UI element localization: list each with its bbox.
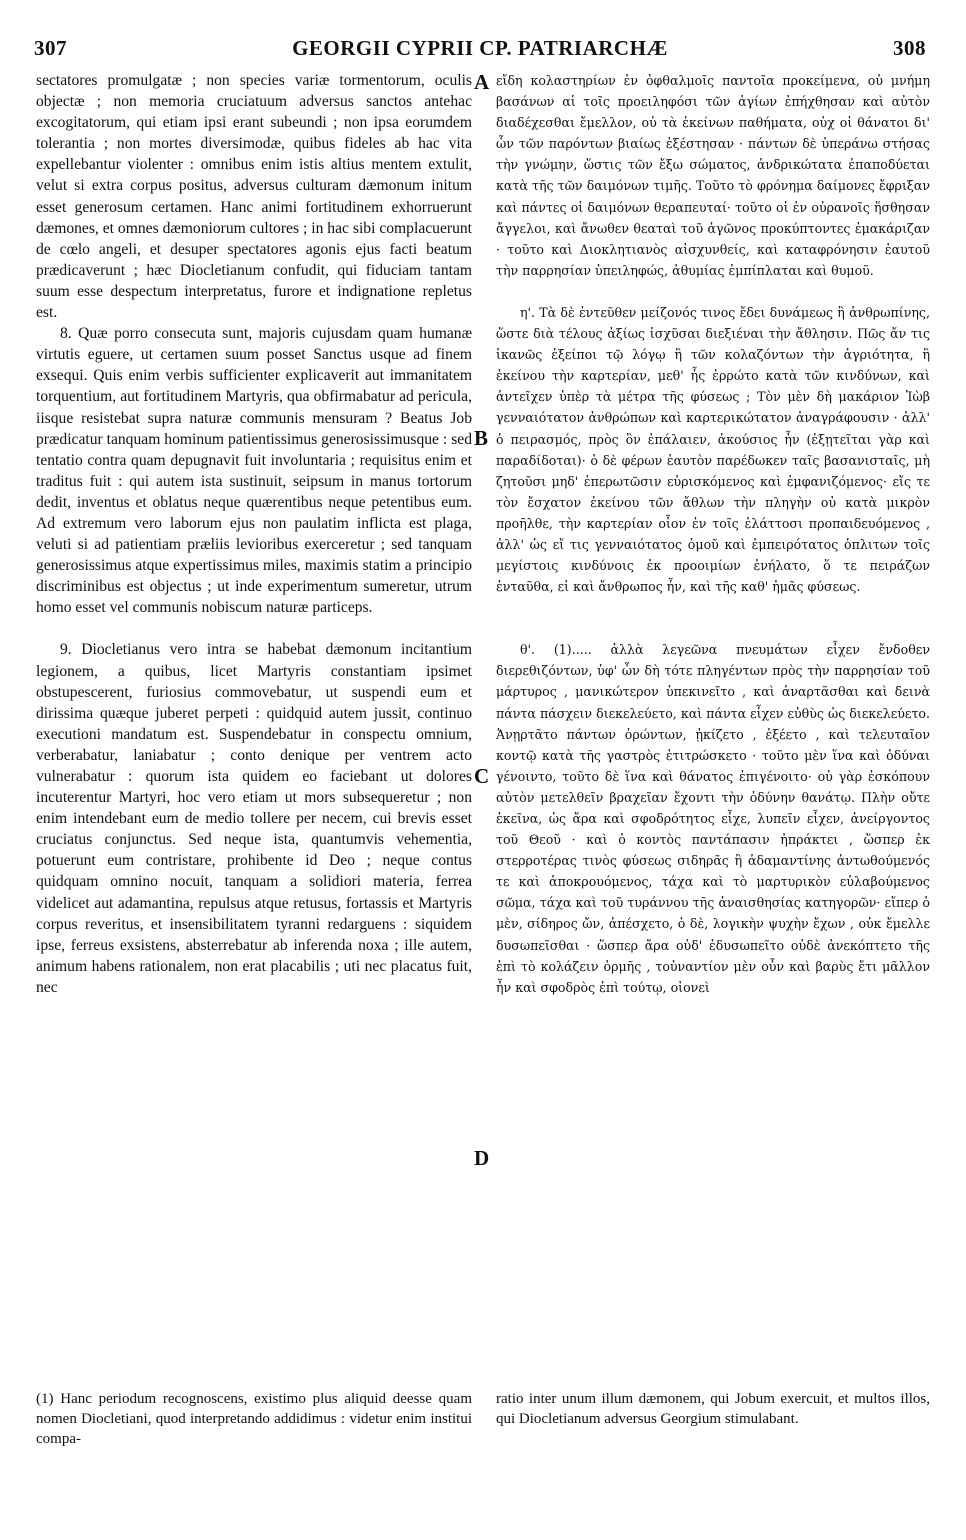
latin-paragraph-2: 8. Quæ porro consecuta sunt, majoris cujusdam quam humanæ virtutis eguere, ut certamen suum posset Sanctus usque ad finem exsequi. Quis enim verbis sufficienter explicaverit aut immanitatem torquentium, aut fortitudinem Martyris, qua obfirmabatur ad pericula, iisque resistebat supra naturæ communis mensuram ? Beatus Job prædicatur tanquam hominum patientissimus generosissimusque : sed tentatio contra quam depugnavit fuit involuntaria ; requisitus enim et traditus fuit : qui autem ista sustinuit, seipsum in manus tortorum dedit, inventus et oblatus neque quærentibus neque petentibus eum. Ad extremum vero laborum ejus non paulatim inflicta est plaga, veluti si ad patientiam præliis levioribus exerceretur ; sed tanquam generosissimus atque expertissimus miles, maximis statim a principio discriminibus est objectus ; ut inde experimentum sumeretur, utrum homo esset vel communis nobiscum naturæ particeps. <box>36 325 472 617</box>
greek-paragraph-2: η'. Τὰ δὲ ἐντεῦθεν μείζονός τινος ἔδει δυνάμεως ἢ ἀνθρωπίνης, ὥστε διὰ τέλους ἀξίως ἰσχῦσαι διεξιέναι τὴν ἄθλησιν. Πῶς ἄν τις ἱκανῶς ἐξείποι τῷ λόγῳ ἢ τῶν κολαζόντων τὴν ἀγριότητα, ἢ ἐκείνου τὴν καρτερίαν, μεθ' ἧς ἐρρώτο κατὰ τῶν κινδύνων, καὶ ἀντεῖχεν ὑπὲρ τὰ μέτρα τῆς φύσεως ; Τὸν μὲν δὴ μακάριον Ἰὼβ γενναιότατον ἀνθρώπων καὶ καρτερικώτατον ἀναγράφουσιν · ἀλλ' ὁ πειρασμός, πρὸς ὃν ἐπάλαιεν, ἀκούσιος ἦν (ἐξῃτεῖται γὰρ καὶ παραδίδοται)· ὁ δὲ φέρων ἑαυτὸν παρέδωκεν ταῖς βασανισταῖς, μὴ ζητοῦσι μηδ' ἐπερωτῶσιν εὑρισκόμενος καὶ ἐμφανιζόμενος· εἴς τε τὸν ἔσχατον ἐκείνου τῶν ἄθλων τὴν πληγὴν οὐ κατὰ μικρὸν προῆλθε, τὴν καρτερίαν οἷον ἐν τοῖς ἐλάττοσι προπαιδευόμενος , ἀλλ' ὡς εἴ τις γενναιότατος ὁμοῦ καὶ ἐμπειρότατος ὁπλιτων τοῖς μεγίστοις κινδύνοις ἐκ προοιμίων ἐνήλατο, ὅ τε πειράζων ἐνταῦθα, εἰ καὶ ἄνθρωπος ἦν, καὶ τῆς καθ' ἡμᾶς φύσεως. <box>496 304 930 595</box>
running-title: GEORGII CYPRII CP. PATRIARCHÆ <box>292 36 668 60</box>
margin-marker-b: B <box>474 426 489 450</box>
greek-column <box>496 70 930 998</box>
latin-column <box>36 70 472 998</box>
footnote-left: (1) Hanc periodum recognoscens, existimo plus aliquid deesse quam nomen Diocletiani, quod interpretando addidimus : videtur enim institui compa- <box>36 1391 472 1447</box>
margin-marker-d: D <box>474 1146 490 1170</box>
latin-paragraph-1: sectatores promulgatæ ; non species variæ tormentorum, oculis objectæ ; non memoria cruciatuum adversus sanctos antehac excogitatorum, qui etiam ipsi erant subeundi ; non ipsa eorumdem tolerantia ; non mortes diversimodæ, quibus fideles ab hac vita expellebantur violenter : omnibus enim istis altius mentem extulit, velut si extra corpus positus, adversus culturam dæmonum initum esset generosum certamen. Hanc animi fortitudinem exhorruerunt dæmones, et omnes dæmoniorum cultores ; in hac sibi complacuerunt de cœlo angeli, et desuper spectatores agonis ejus facti beatum prædicaverunt ; hæc Diocletianum confudit, qui fiduciam tantam suum esse despectum interpretatus, furore et indignatione repletus est. <box>36 72 472 322</box>
margin-marker-a: A <box>474 70 490 94</box>
greek-paragraph-3: θ'. (1)..... ἀλλὰ λεγεῶνα πνευμάτων εἶχεν ἔνδοθεν διερεθιζόντων, ὑφ' ὧν δὴ τότε πληγέντων πρὸς τὴν παρρησίαν τοῦ μάρτυρος , μανικώτερον ὑπεκινεῖτο , καὶ ἀναρτᾶσθαι καὶ δεινὰ πάντα πάσχειν διεκελεύετο, καὶ πάντα εἶχεν εὐθὺς ὡς διεκελεύετο. Ἀνῃρτᾶτο πάντων ὁρώντων, ᾐκίζετο , ἐξέετο , καὶ τελευταῖον κοντῷ κατὰ τῆς γαστρὸς ἐτιτρώσκετο · τοῦτο μὲν ἵνα καὶ ὀδύναι γένοιντο, τοῦτο δὲ ἵνα καὶ θάνατος ἐπιγένοιτο· οὐ γὰρ ἐσκόπουν αὐτὸν μετελθεῖν βραχεῖαν ἔχοντι τὴν ὀδύνην θανάτῳ. Πλὴν οὔτε ἐκεῖνα, ὡς ἄρα καὶ σφοδρότητος εἶχε, λυπεῖν εἶχεν, ἀνείργοντος τοῦ Θεοῦ · καὶ ὁ κοντὸς παντάπασιν ἠπράκτει , ὥσπερ ἐκ στερροτέρας τινὸς φύσεως σιδηρᾶς ἢ ἀδαμαντίνης ἀντωθούμενός τε καὶ ἀποκρουόμενος, τάχα καὶ τὸ μαρτυρικὸν εὐλαβούμενος σῶμα, τάχα καὶ τοῦ τυράννου τῆς ἀναισθησίας κατηγορῶν· εἴπερ ὁ μὲν, σίδηρος ὤν, ἀπέσχετο, ὁ δὲ, λογικὴν ψυχὴν ἔχων , οὐκ ἔμελλε δυσωπεῖσθαι · ὥσπερ ἄρα οὐδ' ἐδυσωπεῖτο οὐδὲ ἀνεκόπτετο τῆς ἐπὶ τὸ κολάζειν ὁρμῆς , τοὐναντίον μὲν οὖν καὶ βαρὺς ἔτι μᾶλλον ἦν καὶ σφοδρὸς ἐπὶ τούτῳ, οἱονεὶ <box>496 642 930 995</box>
greek-paragraph-1: εἴδη κολαστηρίων ἐν ὀφθαλμοῖς παντοῖα προκείμενα, οὐ μνήμη βασάνων αἱ τοῖς προειληφόσι τῶν ἁγίων ἐπήχθησαν καὶ αὐτὸν διαδέχεσθαι ἔμελλον, οὐ τὰ ἐκείνων παθήματα, οὐχ οἱ θάνατοι δι' ὧν τῶν παρόντων βιαίως ἐξέστησαν · πάντων δὲ ὑπεράνω στήσας τὴν γνώμην, ὥστις τῶν ἔξω σώματος, ἀνδρικώτατα ἐπαποδύεται κατὰ τῆς τῶν δαιμόνων τιμῆς. Τοῦτο τὸ φρόνημα δαίμονες ἔφριξαν καὶ πάντες οἱ δαιμόνων θεραπευταί· τοῦτο οἱ ἐν οὐρανοῖς ἥσθησαν ἄγγελοι, καὶ ἄνωθεν θεαταὶ τοῦ ἀγῶνος προκύπτοντες ἐμακάριζαν · τοῦτο καὶ Διοκλητιανὸς αἰσχυνθείς, καὶ καταφρόνησιν ἑαυτοῦ τὴν παρρησίαν ὑπειληφώς, ἀθυμίας ἐμπίπλαται καὶ θυμοῦ. <box>496 73 930 278</box>
footnote-right: ratio inter unum illum dæmonem, qui Jobum exercuit, et multos illos, qui Diocletianum adversus Georgium stimulabant. <box>496 1391 930 1427</box>
latin-paragraph-3: 9. Diocletianus vero intra se habebat dæmonum incitantium legionem, a quibus, licet Martyris constantiam ipsimet obstupescerent, furiosius commovebatur, ut suspendi eum et dirissima quæque juberet perpeti : quidquid autem jussit, continuo executioni mandatum est. Suspendebatur in conspectu omnium, verberabatur, laniabatur ; conto denique per ventrem acto vulnerabatur : quorum ista quidem eo faciebant ut dolores incuterentur Martyri, hoc vero etiam ut mors subsequeretur ; non enim intendebant eum de medio tollere per necem, cui brevis esset cruciatus conjunctus. Sed neque ista, quantumvis vehementia, potuerunt eum contristare, prohibente id Deo ; neque contus quidquam omnino nocuit, tanquam a solidiori materia, ferrea videlicet aut adamantina, repulsus atque retusus, fortassis et Martyris corpus reveritus, et insensibilitatem tyranni redarguens : siquidem ipse, ferreus exsistens, absterrebatur ab inferenda noxa ; ille autem, animum habens rationalem, non erat placabilis ; uti nec placatus fuit, nec <box>36 641 472 996</box>
margin-marker-c: C <box>474 764 490 788</box>
page-number-right: 308 <box>893 36 926 60</box>
page-header <box>34 36 926 66</box>
page-number-left: 307 <box>34 36 67 60</box>
